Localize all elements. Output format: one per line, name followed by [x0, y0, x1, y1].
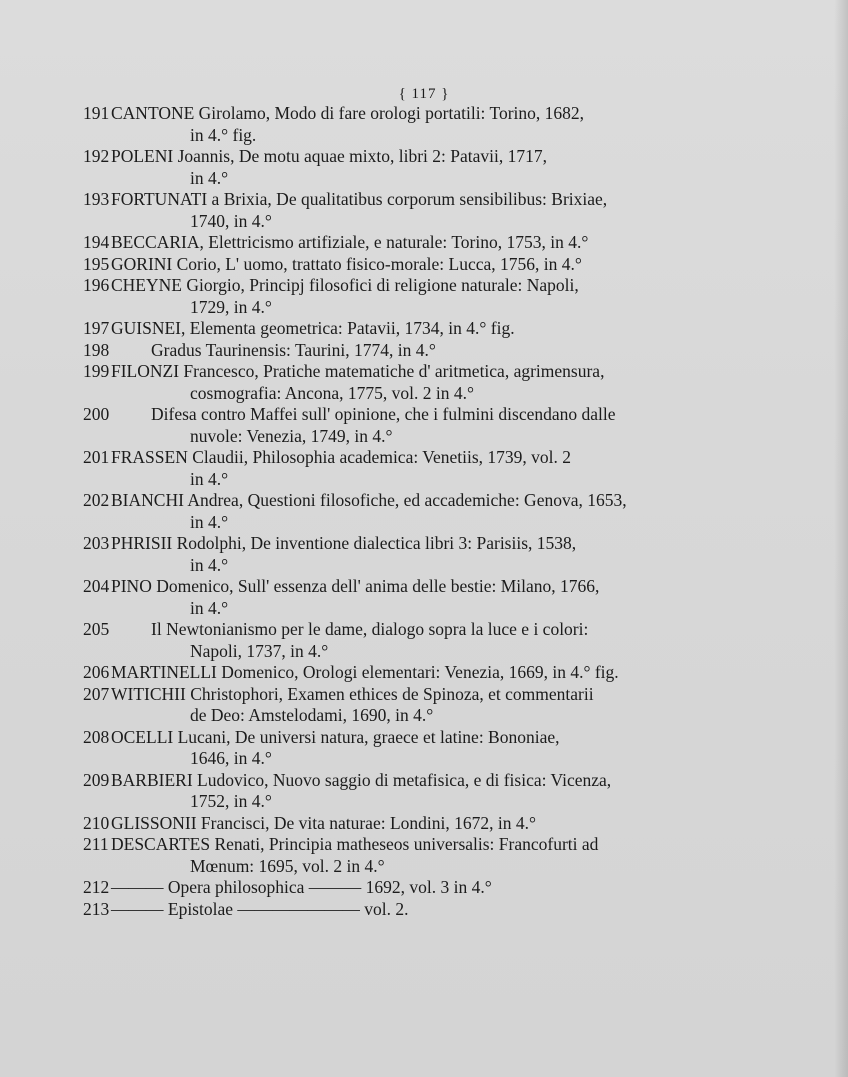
catalog-entry	[83, 812, 714, 835]
entry-number: 213	[83, 898, 110, 919]
entry-number: 192	[83, 146, 110, 166]
entry-text: OCELLI Lucani, De universi natura, graece et latine: Bononiae,	[111, 726, 560, 747]
entry-continuation: in 4.°	[190, 468, 229, 489]
entry-continuation: 1729, in 4.°	[190, 296, 272, 317]
entry-text: MARTINELLI Domenico, Orologi elementari: Venezia, 1669, in 4.° fig.	[111, 662, 619, 682]
entry-number: 212	[83, 877, 110, 897]
catalog-entry	[83, 318, 714, 340]
entry-text: ——— Opera philosophica ——— 1692, vol. 3 in 4.°	[111, 877, 492, 897]
entry-number: 200	[83, 404, 110, 424]
entry-continuation: in 4.°	[190, 597, 229, 618]
entry-number: 202	[83, 490, 110, 510]
entry-number: 204	[83, 576, 110, 596]
entry-text: CHEYNE Giorgio, Principj filosofici di religione naturale: Napoli,	[111, 275, 579, 295]
catalog-entry	[83, 619, 714, 662]
entry-number: 194	[83, 232, 110, 252]
entry-text: Gradus Taurinensis: Taurini, 1774, in 4.°	[151, 339, 436, 360]
catalog-entry	[83, 834, 714, 877]
catalog-entry	[83, 103, 714, 146]
catalog-entry	[83, 533, 714, 576]
catalog-entry	[83, 189, 714, 232]
entry-continuation: Napoli, 1737, in 4.°	[190, 640, 329, 661]
entry-continuation: in 4.°	[190, 554, 229, 575]
entry-number: 193	[83, 189, 110, 209]
entry-text: GUISNEI, Elementa geometrica: Patavii, 1734, in 4.° fig.	[111, 318, 515, 338]
entry-number: 196	[83, 275, 110, 295]
catalog-entry	[83, 490, 714, 533]
catalog-entry	[83, 447, 714, 490]
entry-number: 205	[83, 619, 110, 639]
entry-number: 209	[83, 769, 110, 790]
catalog-entry	[83, 683, 714, 727]
entry-text: BIANCHI Andrea, Questioni filosofiche, ed accademiche: Genova, 1653,	[111, 490, 627, 510]
entry-number: 206	[83, 662, 110, 682]
entry-text: FORTUNATI a Brixia, De qualitatibus corporum sensibilibus: Brixiae,	[111, 189, 608, 209]
catalog-entries	[83, 103, 714, 920]
entry-continuation: 1752, in 4.°	[190, 791, 272, 811]
entry-text: PINO Domenico, Sull' essenza dell' anima delle bestie: Milano, 1766,	[111, 576, 600, 596]
entry-continuation: in 4.°	[190, 167, 229, 188]
entry-text: Difesa contro Maffei sull' opinione, che i fulmini discendano dalle	[151, 404, 616, 424]
entry-text: ——— Epistolae ——————— vol. 2.	[111, 898, 409, 919]
entry-text: GLISSONII Francisci, De vita naturae: Londini, 1672, in 4.°	[111, 812, 536, 833]
catalog-entry	[83, 253, 714, 276]
entry-number: 198	[83, 339, 110, 360]
entry-number: 195	[83, 253, 110, 274]
catalog-entry	[83, 662, 714, 684]
entry-text: WITICHII Christophori, Examen ethices de Spinoza, et commentarii	[111, 683, 594, 704]
entry-text: CANTONE Girolamo, Modo di fare orologi portatili: Torino, 1682,	[111, 103, 585, 123]
entry-text: FRASSEN Claudii, Philosophia academica: Venetiis, 1739, vol. 2	[111, 447, 571, 467]
entry-text: POLENI Joannis, De motu aquae mixto, libri 2: Patavii, 1717,	[111, 146, 547, 166]
catalog-entry	[83, 275, 714, 318]
entry-continuation: in 4.° fig.	[190, 124, 257, 145]
catalog-entry	[83, 146, 714, 189]
entry-text: GORINI Corio, L' uomo, trattato fisico-morale: Lucca, 1756, in 4.°	[111, 253, 582, 274]
catalog-entry	[83, 361, 714, 404]
catalog-entry	[83, 576, 714, 619]
entry-continuation: Mœnum: 1695, vol. 2 in 4.°	[190, 855, 385, 876]
entry-text: PHRISII Rodolphi, De inventione dialectica libri 3: Parisiis, 1538,	[111, 533, 577, 553]
entry-continuation: 1740, in 4.°	[190, 210, 272, 231]
entry-number: 207	[83, 683, 110, 704]
entry-number: 191	[83, 103, 110, 123]
entry-text: BECCARIA, Elettricismo artifiziale, e naturale: Torino, 1753, in 4.°	[111, 232, 589, 252]
entry-number: 203	[83, 533, 110, 553]
entry-continuation: cosmografia: Ancona, 1775, vol. 2 in 4.°	[190, 382, 475, 403]
catalog-entry	[83, 726, 714, 770]
catalog-entry	[83, 769, 714, 813]
entry-number: 197	[83, 318, 110, 338]
entry-number: 208	[83, 726, 110, 747]
entry-number: 210	[83, 812, 110, 833]
entry-text: DESCARTES Renati, Principia matheseos universalis: Francofurti ad	[111, 834, 599, 854]
catalog-entry	[83, 232, 714, 254]
catalog-entry	[83, 877, 714, 899]
catalog-entry	[83, 339, 714, 362]
catalog-entry	[83, 404, 714, 447]
entry-continuation: nuvole: Venezia, 1749, in 4.°	[190, 425, 393, 446]
entry-continuation: 1646, in 4.°	[190, 748, 272, 768]
catalog-entry	[83, 898, 714, 921]
entry-number: 199	[83, 361, 110, 381]
entry-text: FILONZI Francesco, Pratiche matematiche d' aritmetica, agrimensura,	[111, 361, 605, 381]
entry-continuation: in 4.°	[190, 511, 229, 532]
entry-text: BARBIERI Ludovico, Nuovo saggio di metafisica, e di fisica: Vicenza,	[111, 769, 612, 790]
entry-number: 201	[83, 447, 110, 467]
entry-number: 211	[83, 834, 109, 854]
page-shadow	[834, 0, 848, 1077]
entry-text: Il Newtonianismo per le dame, dialogo sopra la luce e i colori:	[151, 619, 589, 639]
entry-continuation: de Deo: Amstelodami, 1690, in 4.°	[190, 705, 434, 725]
page-number: { 117 }	[398, 86, 450, 102]
